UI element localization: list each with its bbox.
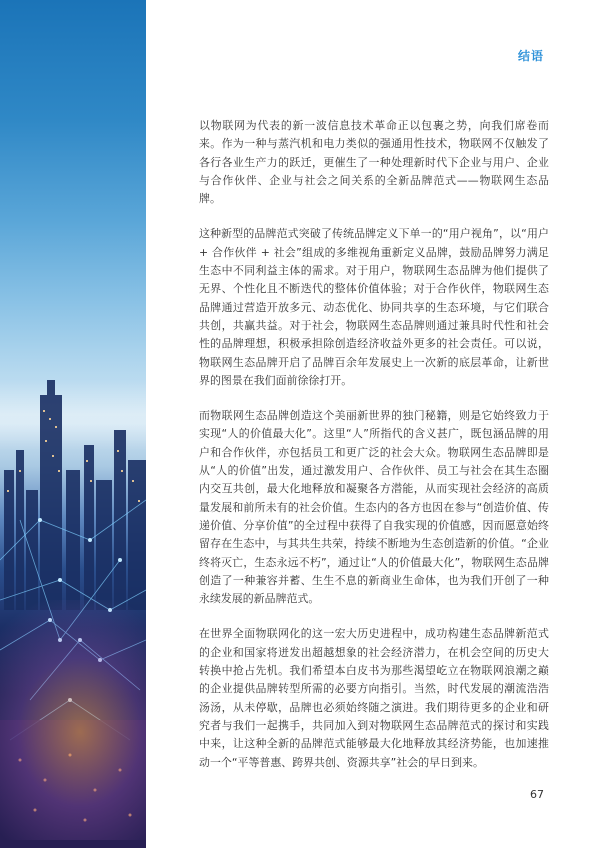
section-label: 结语 <box>517 49 544 63</box>
paragraph-3: 而物联网生态品牌创造这个美丽新世界的独门秘籍，则是它始终致力于实现“人的价值最大化”。这里“人”所指代的含义甚广，既包涵品牌的用户和合作伙伴，亦包括员工和更广泛的社会大众。物联网生态品牌即是从“人的价值”出发，通过激发用户、合作伙伴、员工与社会在其生态圈内交互共创，最大化地释放和凝聚各方潜能，从而实现社会经济的高质量发展和前所未有的社会价值。生态内的各方也因在参与“创造价值、传递价值、分享价值”的全过程中获得了自我实现的价值感，因而愿意始终留存在生态中，与其共生共荣，持续不断地为生态创造新的价值。“企业终将灭亡，生态永远不朽”，通过让“人的价值最大化”，物联网生态品牌创造了一种兼容并蓄、生生不息的新商业生命体，也为我们开创了一种永续发展的新品牌范式。 <box>199 409 549 606</box>
paragraph-2: 这种新型的品牌范式突破了传统品牌定义下单一的“用户视角”，以“用户 + 合作伙伴 + 社会”组成的多维视角重新定义品牌，鼓励品牌努力满足生态中不同利益主体的需求。对于用户，物联网生态品牌为他们提供了无界、个性化且不断迭代的整体价值体验；对于合作伙伴，物联网生态品牌通过营造开放多元、动态优化、协同共享的生态环境，与它们联合共创，共赢共益。对于社会，物联网生态品牌则通过兼具时代性和社会性的品牌理想，积极承担除创造经济收益外更多的社会责任。可以说，物联网生态品牌开启了品牌百余年发展史上一次新的底层革命，让新世界的图景在我们面前徐徐打开。 <box>199 227 549 387</box>
city-lights-glow <box>0 600 146 840</box>
body-text <box>199 117 549 789</box>
city-network-photo <box>0 0 146 848</box>
paragraph-1: 以物联网为代表的新一波信息技术革命正以包裹之势，向我们席卷而来。作为一种与蒸汽机和电力类似的强通用性技术，物联网不仅触发了各行各业生产力的跃迁，更催生了一种处理新时代下企业与用户、企业与合作伙伴、企业与社会之间关系的全新品牌范式——物联网生态品牌。 <box>199 119 549 206</box>
paragraph-4: 在世界全面物联网化的这一宏大历史进程中，成功构建生态品牌新范式的企业和国家将迸发出超越想象的社会经济潜力，在机会空间的历史大转换中抢占先机。我们希望本白皮书为那些渴望屹立在物联网浪潮之巅的企业提供品牌转型所需的必要方向指引。当然，时代发展的潮流浩浩汤汤，从未停歇，品牌也必须始终随之演进。我们期待更多的企业和研究者与我们一起携手，共同加入到对物联网生态品牌范式的探讨和实践中来，让这种全新的品牌范式能够最大化地释放其经济势能，也加速推动一个“平等普惠、跨界共创、资源共享”社会的早日到来。 <box>199 627 549 769</box>
page-number: 67 <box>530 788 544 801</box>
